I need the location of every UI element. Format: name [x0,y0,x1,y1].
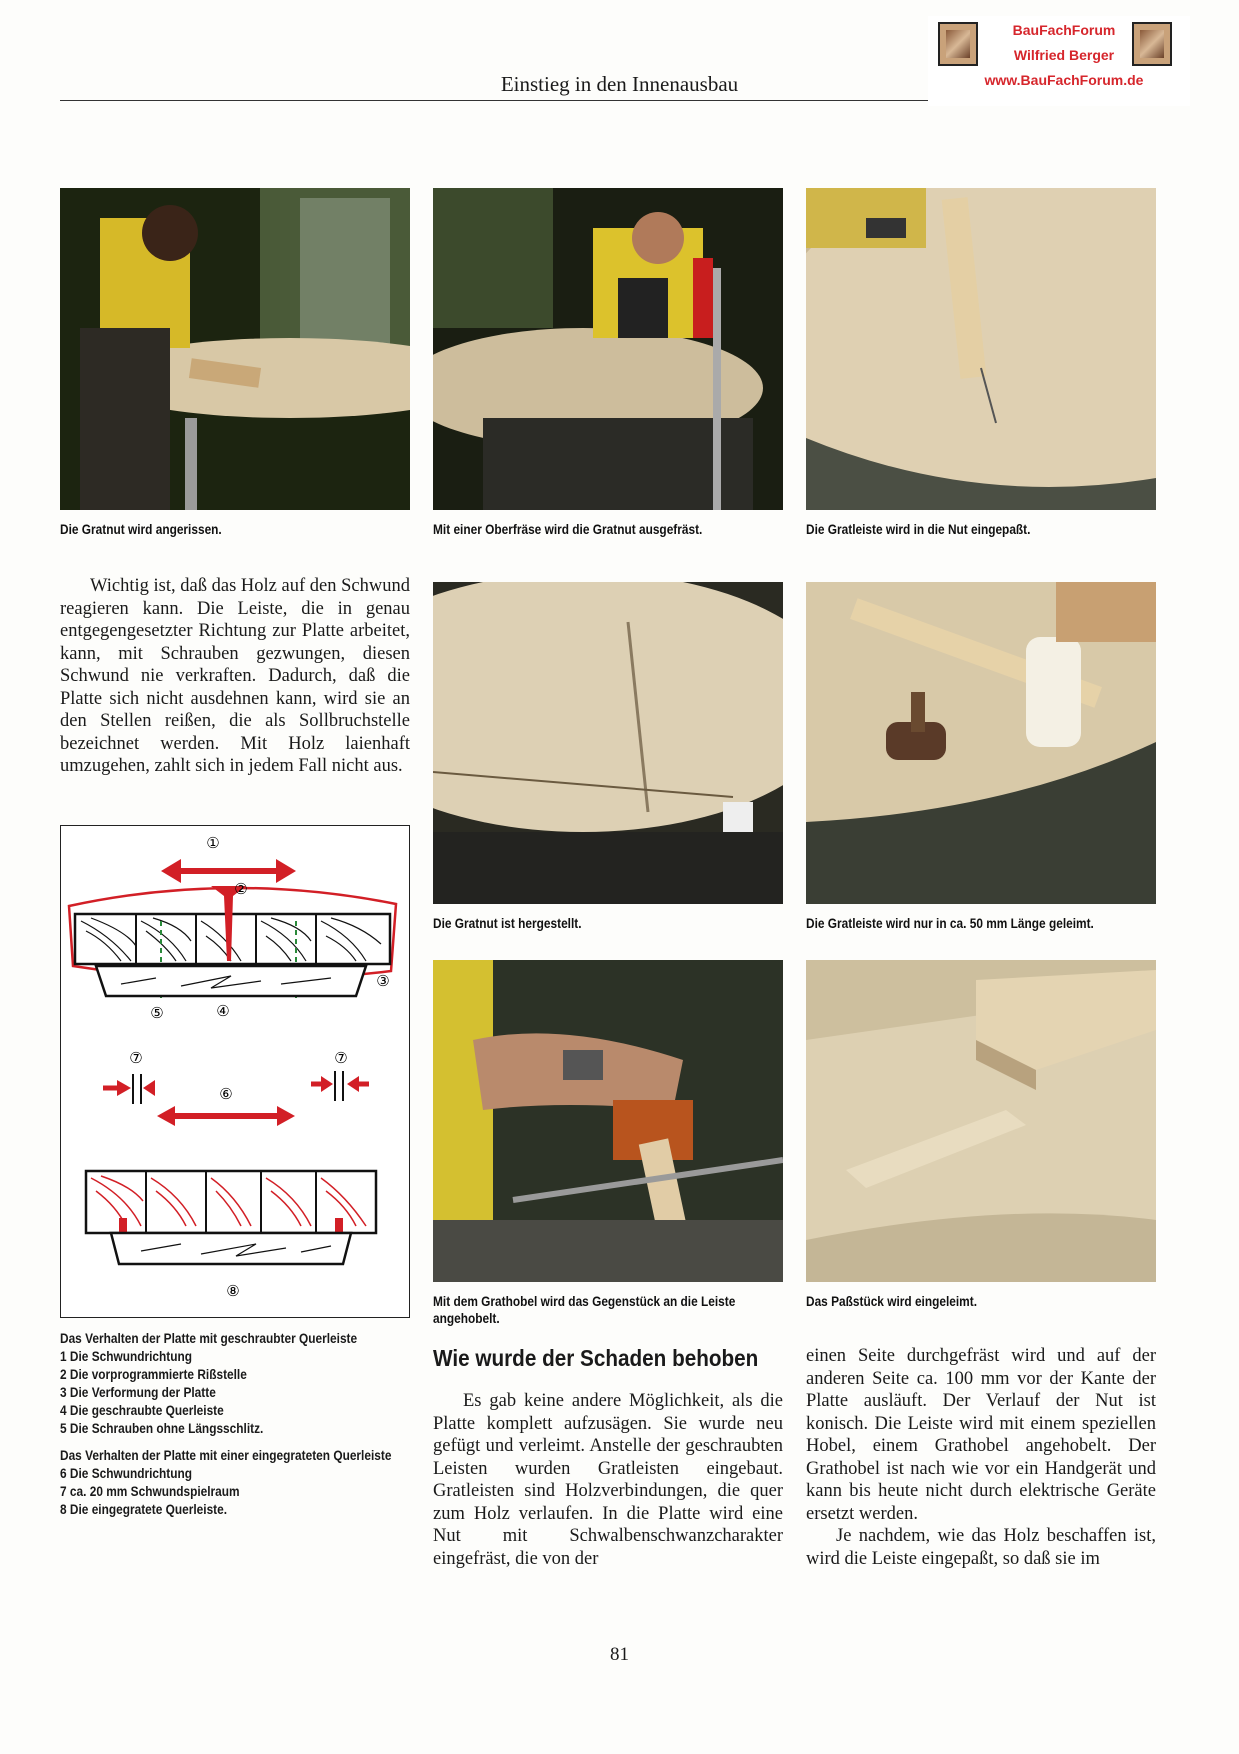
diagram-label-2: ② [234,880,248,898]
running-header: Einstieg in den Innenausbau [500,72,739,96]
legend-title-2: Das Verhalten der Platte mit einer eingegrateten Querleiste [60,1448,392,1463]
diagram-label-8: ⑧ [226,1282,240,1300]
forum-person: Wilfried Berger [1013,47,1115,63]
caption-photo-4: Die Gratnut ist hergestellt. [433,916,582,931]
section-column-2 [806,1345,1156,1570]
legend-item: 8 Die eingegratete Querleiste. [60,1502,228,1517]
legend-title-1: Das Verhalten der Platte mit geschraubter Querleiste [60,1331,358,1346]
diagram-label-4: ④ [216,1002,230,1020]
legend-item: 5 Die Schrauben ohne Längsschlitz. [60,1421,264,1436]
diagram-label-7a: ⑦ [129,1049,143,1067]
section-paragraph-2: einen Seite durchgefräst wird und auf der anderen Seite ca. 100 mm vor der Kante der Platte ausläuft. Der Verlauf der Nut ist konisch. Die Leiste wird mit einem speziellen Hobel, einem Grathobel angehobelt. Der Grathobel ist nach wie vor ein Handgerät und kann bis heute nicht durch elektrische Geräte ersetzt werden. [806,1346,1156,1524]
diagram-label-1: ① [206,834,220,852]
forum-url: www.BauFachForum.de [984,72,1144,88]
play-arrow-left-icon [103,1074,155,1104]
photo-fitting-batten [806,188,1156,510]
caption-photo-6: Mit dem Grathobel wird das Gegenstück an die Leiste angehobelt. [433,1294,736,1326]
photo-marking-groove [60,188,410,510]
caption-photo-3: Die Gratleiste wird in die Nut eingepaßt. [806,522,1031,537]
diagram-legend [60,1330,412,1519]
caption-photo-7: Das Paßstück wird eingeleimt. [806,1294,978,1309]
section-heading: Wie wurde der Schaden behoben [433,1345,759,1371]
intro-text: Wichtig ist, daß das Holz auf den Schwund reagieren kann. Die Leiste, die in genau entgegengesetzter Richtung zur Platte arbeitet, kann, mit Schrauben gezwungen, diesen Schwund nie verkraften. Dadurch, daß die Platte sich nicht ausdehnen kann, wird sie an den Stellen reißen, die als Sollbruchstelle bezeichnet werden. Mit Holz laienhaft umzugehen, zahlt sich in jedem Fall nicht aus. [60,576,410,776]
legend-item: 6 Die Schwundrichtung [60,1466,193,1481]
forum-logo-icon [938,22,978,66]
intro-paragraph [60,575,410,778]
section-paragraph-3: Je nachdem, wie das Holz beschaffen ist, wird die Leiste eingepaßt, so daß sie im [806,1526,1156,1569]
diagram-label-5: ⑤ [150,1004,164,1022]
diagram-label-6: ⑥ [219,1085,233,1103]
legend-item: 7 ca. 20 mm Schwundspielraum [60,1484,240,1499]
caption-photo-1: Die Gratnut wird angerissen. [60,522,222,537]
section-column-1 [433,1390,783,1570]
forum-name: BauFachForum [1012,22,1116,38]
diagram-label-7b: ⑦ [334,1049,348,1067]
photo-groove-done [433,582,783,904]
legend-item: 1 Die Schwundrichtung [60,1349,193,1364]
diagram-label-3: ③ [376,972,390,990]
legend-item: 4 Die geschraubte Querleiste [60,1403,224,1418]
play-arrow-right-icon [311,1071,369,1101]
section-paragraph-1: Es gab keine andere Möglichkeit, als die Platte komplett aufzusägen. Sie wurde neu gefügt und verleimt. Anstelle der geschraubten Leisten wurden Gratleisten eingebaut. Gratleisten sind Holzverbindungen, die quer zum Holz verlaufen. In die Platte wird eine Nut mit Schwalbenschwanzcharakter eingefräst, die von der [433,1391,783,1569]
photo-planing-counterpart [433,960,783,1282]
wood-shrinkage-diagram [60,825,410,1318]
shrink-arrow-bottom-icon [157,1106,295,1126]
caption-photo-5: Die Gratleiste wird nur in ca. 50 mm Länge geleimt. [806,916,1094,931]
photo-routing-groove [433,188,783,510]
photo-gluing-batten [806,582,1156,904]
shrink-arrow-top-icon [161,859,296,883]
legend-item: 2 Die vorprogrammierte Rißstelle [60,1367,247,1382]
photo-gluing-filler [806,960,1156,1282]
caption-photo-2: Mit einer Oberfräse wird die Gratnut ausgefräst. [433,522,703,537]
legend-item: 3 Die Verformung der Platte [60,1385,216,1400]
page-number: 81 [610,1644,629,1665]
